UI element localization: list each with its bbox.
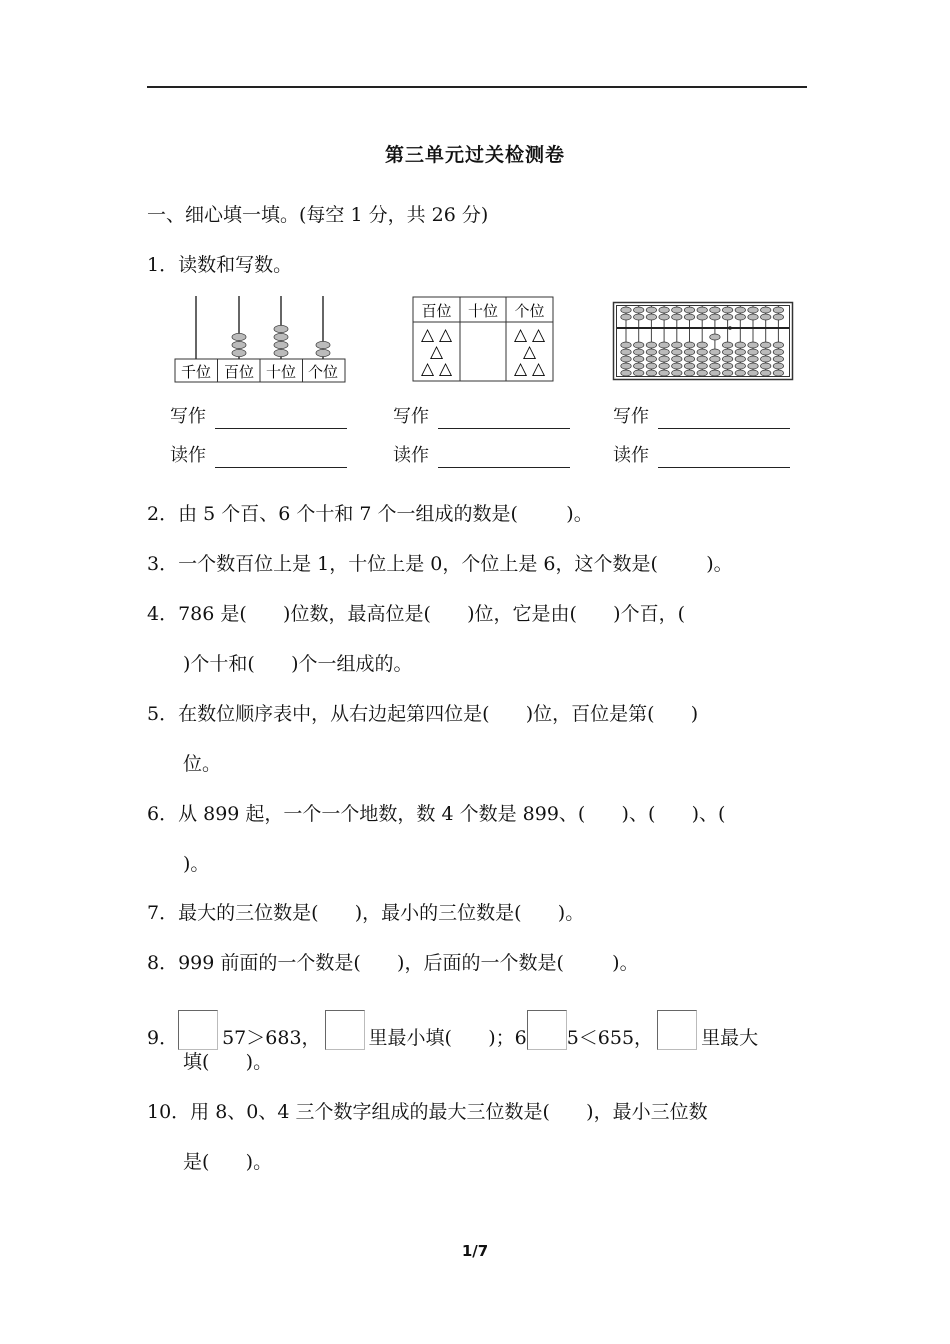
abacus-bead xyxy=(621,307,631,313)
question-9-part-4: 里最大 xyxy=(701,1027,759,1049)
abacus-bead xyxy=(634,307,644,313)
write-answer-line-1[interactable] xyxy=(215,428,347,429)
abacus-bead xyxy=(621,356,631,362)
read-answer-line-1[interactable] xyxy=(215,467,347,468)
counting-bead xyxy=(274,325,288,332)
header-rule xyxy=(147,86,807,88)
question-2: 2．由 5 个百、6 个十和 7 个一组成的数是( )。 xyxy=(147,503,593,525)
write-label-3: 写作 xyxy=(613,406,649,427)
abacus-bead xyxy=(659,342,669,348)
triangle-symbol: △ xyxy=(522,342,537,362)
abacus-bead xyxy=(672,356,682,362)
question-10: 10．用 8、0、4 三个数字组成的最大三位数是( )，最小三位数 xyxy=(147,1101,708,1123)
abacus-bead xyxy=(684,314,694,320)
answer-box-4[interactable] xyxy=(657,1010,697,1050)
abacus-bead xyxy=(722,342,732,348)
abacus-bead xyxy=(634,349,644,355)
abacus-bead xyxy=(761,349,771,355)
abacus-bead xyxy=(646,370,656,376)
table-header-hundreds: 百位 xyxy=(421,302,452,320)
abacus-bead xyxy=(672,314,682,320)
place-label-ones: 个位 xyxy=(307,363,339,381)
abacus-bead xyxy=(659,356,669,362)
abacus-bead xyxy=(722,370,732,376)
answer-box-2[interactable] xyxy=(325,1010,365,1050)
abacus-bead xyxy=(684,356,694,362)
abacus-bead xyxy=(773,342,783,348)
read-label-2: 读作 xyxy=(393,445,429,466)
question-9-part-3: 5＜655， xyxy=(566,1027,654,1049)
abacus-bead xyxy=(722,307,732,313)
abacus-bead xyxy=(773,314,783,320)
triangle-symbol: △ xyxy=(513,325,528,345)
abacus-bead xyxy=(684,363,694,369)
counting-bead xyxy=(274,349,288,356)
abacus-bead xyxy=(621,314,631,320)
table-header-tens: 十位 xyxy=(467,302,499,320)
abacus-bead xyxy=(748,307,758,313)
abacus-bead xyxy=(634,363,644,369)
abacus-bead xyxy=(634,314,644,320)
abacus-bead xyxy=(722,349,732,355)
triangle-symbol: △ xyxy=(531,359,546,379)
abacus-bead xyxy=(646,342,656,348)
place-label-thousands: 千位 xyxy=(180,363,212,381)
abacus-figure xyxy=(612,301,794,381)
triangle-symbol: △ xyxy=(420,325,435,345)
abacus-bead xyxy=(646,363,656,369)
abacus-bead xyxy=(684,307,694,313)
abacus-bead xyxy=(646,349,656,355)
read-answer-line-3[interactable] xyxy=(658,467,790,468)
abacus-bead xyxy=(659,314,669,320)
abacus-bead xyxy=(684,370,694,376)
place-label-hundreds: 百位 xyxy=(223,363,255,381)
abacus-bead xyxy=(672,307,682,313)
counting-bead xyxy=(274,333,288,340)
abacus-bead xyxy=(672,363,682,369)
abacus-bead xyxy=(735,307,745,313)
abacus-bead xyxy=(722,363,732,369)
triangle-symbol: △ xyxy=(429,342,444,362)
question-1: 1．读数和写数。 xyxy=(147,254,293,276)
abacus-bead xyxy=(761,342,771,348)
write-label-2: 写作 xyxy=(393,406,429,427)
abacus-bead xyxy=(697,307,707,313)
counting-bead xyxy=(232,333,246,340)
abacus-bead xyxy=(710,363,720,369)
question-9-continued: 填( )。 xyxy=(183,1051,273,1073)
write-label-1: 写作 xyxy=(170,406,206,427)
abacus-bead xyxy=(761,363,771,369)
question-4-continued: )个十和( )个一组成的。 xyxy=(183,653,413,675)
place-value-table-figure xyxy=(412,296,556,384)
abacus-bead xyxy=(710,349,720,355)
question-6: 6．从 899 起，一个一个地数，数 4 个数是 899、( )、( )、( xyxy=(147,803,726,825)
abacus-bead xyxy=(634,356,644,362)
question-6-continued: )。 xyxy=(183,853,210,875)
abacus-bead xyxy=(659,349,669,355)
counting-frame-figure xyxy=(174,294,348,386)
abacus-bead xyxy=(621,342,631,348)
question-9 xyxy=(147,1010,758,1051)
abacus-bead xyxy=(710,307,720,313)
abacus-bead xyxy=(659,370,669,376)
abacus-bead xyxy=(634,370,644,376)
abacus-bead xyxy=(761,307,771,313)
abacus-bead xyxy=(672,370,682,376)
abacus-bead xyxy=(697,314,707,320)
question-5: 5．在数位顺序表中，从右边起第四位是( )位，百位是第( ) xyxy=(147,703,699,725)
abacus-bead xyxy=(672,342,682,348)
triangle-symbol: △ xyxy=(420,359,435,379)
abacus-bead xyxy=(621,363,631,369)
read-label-1: 读作 xyxy=(170,445,206,466)
abacus-bead xyxy=(773,363,783,369)
abacus-bead xyxy=(773,349,783,355)
abacus-bead xyxy=(710,314,720,320)
page-number: 1/7 xyxy=(461,1242,489,1260)
abacus-bead xyxy=(735,363,745,369)
abacus-bead xyxy=(761,314,771,320)
table-header-ones: 个位 xyxy=(514,302,545,320)
place-label-tens: 十位 xyxy=(265,363,297,381)
section-heading: 一、细心填一填。(每空 1 分，共 26 分) xyxy=(147,204,489,226)
abacus-bead xyxy=(697,363,707,369)
question-9-part-1: 57＞683， xyxy=(222,1027,321,1049)
abacus-bead xyxy=(735,314,745,320)
abacus-bead xyxy=(684,342,694,348)
question-10-continued: 是( )。 xyxy=(183,1151,273,1173)
read-label-3: 读作 xyxy=(613,445,649,466)
abacus-bead xyxy=(761,356,771,362)
abacus-bead xyxy=(710,356,720,362)
question-4: 4．786 是( )位数，最高位是( )位，它是由( )个百，( xyxy=(147,603,685,625)
abacus-bead xyxy=(710,370,720,376)
abacus-bead xyxy=(735,370,745,376)
triangle-symbol: △ xyxy=(513,359,528,379)
abacus-bead xyxy=(735,349,745,355)
counting-bead xyxy=(232,341,246,348)
triangle-symbol: △ xyxy=(531,325,546,345)
triangle-symbol: △ xyxy=(438,325,453,345)
abacus-bead xyxy=(646,314,656,320)
abacus-bead xyxy=(697,356,707,362)
question-9-number: 9． xyxy=(147,1027,179,1049)
abacus-bead xyxy=(748,349,758,355)
abacus-bead xyxy=(773,370,783,376)
abacus-bead xyxy=(697,342,707,348)
abacus-bead xyxy=(735,356,745,362)
abacus-bead xyxy=(710,334,720,340)
counting-bead xyxy=(316,349,330,356)
abacus-bead xyxy=(659,307,669,313)
abacus-bead xyxy=(634,342,644,348)
abacus-bead xyxy=(748,342,758,348)
abacus-bead xyxy=(735,342,745,348)
question-7: 7．最大的三位数是( )，最小的三位数是( )。 xyxy=(147,902,585,924)
question-5-continued: 位。 xyxy=(183,753,222,775)
read-answer-line-2[interactable] xyxy=(438,467,570,468)
abacus-bead xyxy=(722,356,732,362)
abacus-bead xyxy=(773,356,783,362)
abacus-bead xyxy=(646,356,656,362)
page-title: 第三单元过关检测卷 xyxy=(384,144,565,166)
abacus-bead xyxy=(748,314,758,320)
abacus-bead xyxy=(748,370,758,376)
counting-bead xyxy=(274,341,288,348)
write-answer-line-3[interactable] xyxy=(658,428,790,429)
write-answer-line-2[interactable] xyxy=(438,428,570,429)
abacus-bead xyxy=(621,349,631,355)
abacus-bead xyxy=(773,307,783,313)
abacus-bead xyxy=(761,370,771,376)
question-9-part-2: 里最小填( )；6 xyxy=(368,1027,527,1049)
abacus-bead xyxy=(659,363,669,369)
counting-bead xyxy=(316,341,330,348)
counting-bead xyxy=(232,349,246,356)
abacus-bead xyxy=(684,349,694,355)
abacus-bead xyxy=(697,349,707,355)
abacus-bead xyxy=(697,370,707,376)
abacus-bead xyxy=(621,370,631,376)
abacus-bead xyxy=(748,356,758,362)
abacus-bead xyxy=(722,314,732,320)
answer-box-3[interactable] xyxy=(527,1010,567,1050)
question-8: 8．999 前面的一个数是( )，后面的一个数是( )。 xyxy=(147,952,639,974)
answer-box-1[interactable] xyxy=(178,1010,218,1050)
abacus-bead xyxy=(646,307,656,313)
abacus-bead xyxy=(672,349,682,355)
question-3: 3．一个数百位上是 1，十位上是 0，个位上是 6，这个数是( )。 xyxy=(147,553,733,575)
triangle-symbol: △ xyxy=(438,359,453,379)
abacus-bead xyxy=(748,363,758,369)
